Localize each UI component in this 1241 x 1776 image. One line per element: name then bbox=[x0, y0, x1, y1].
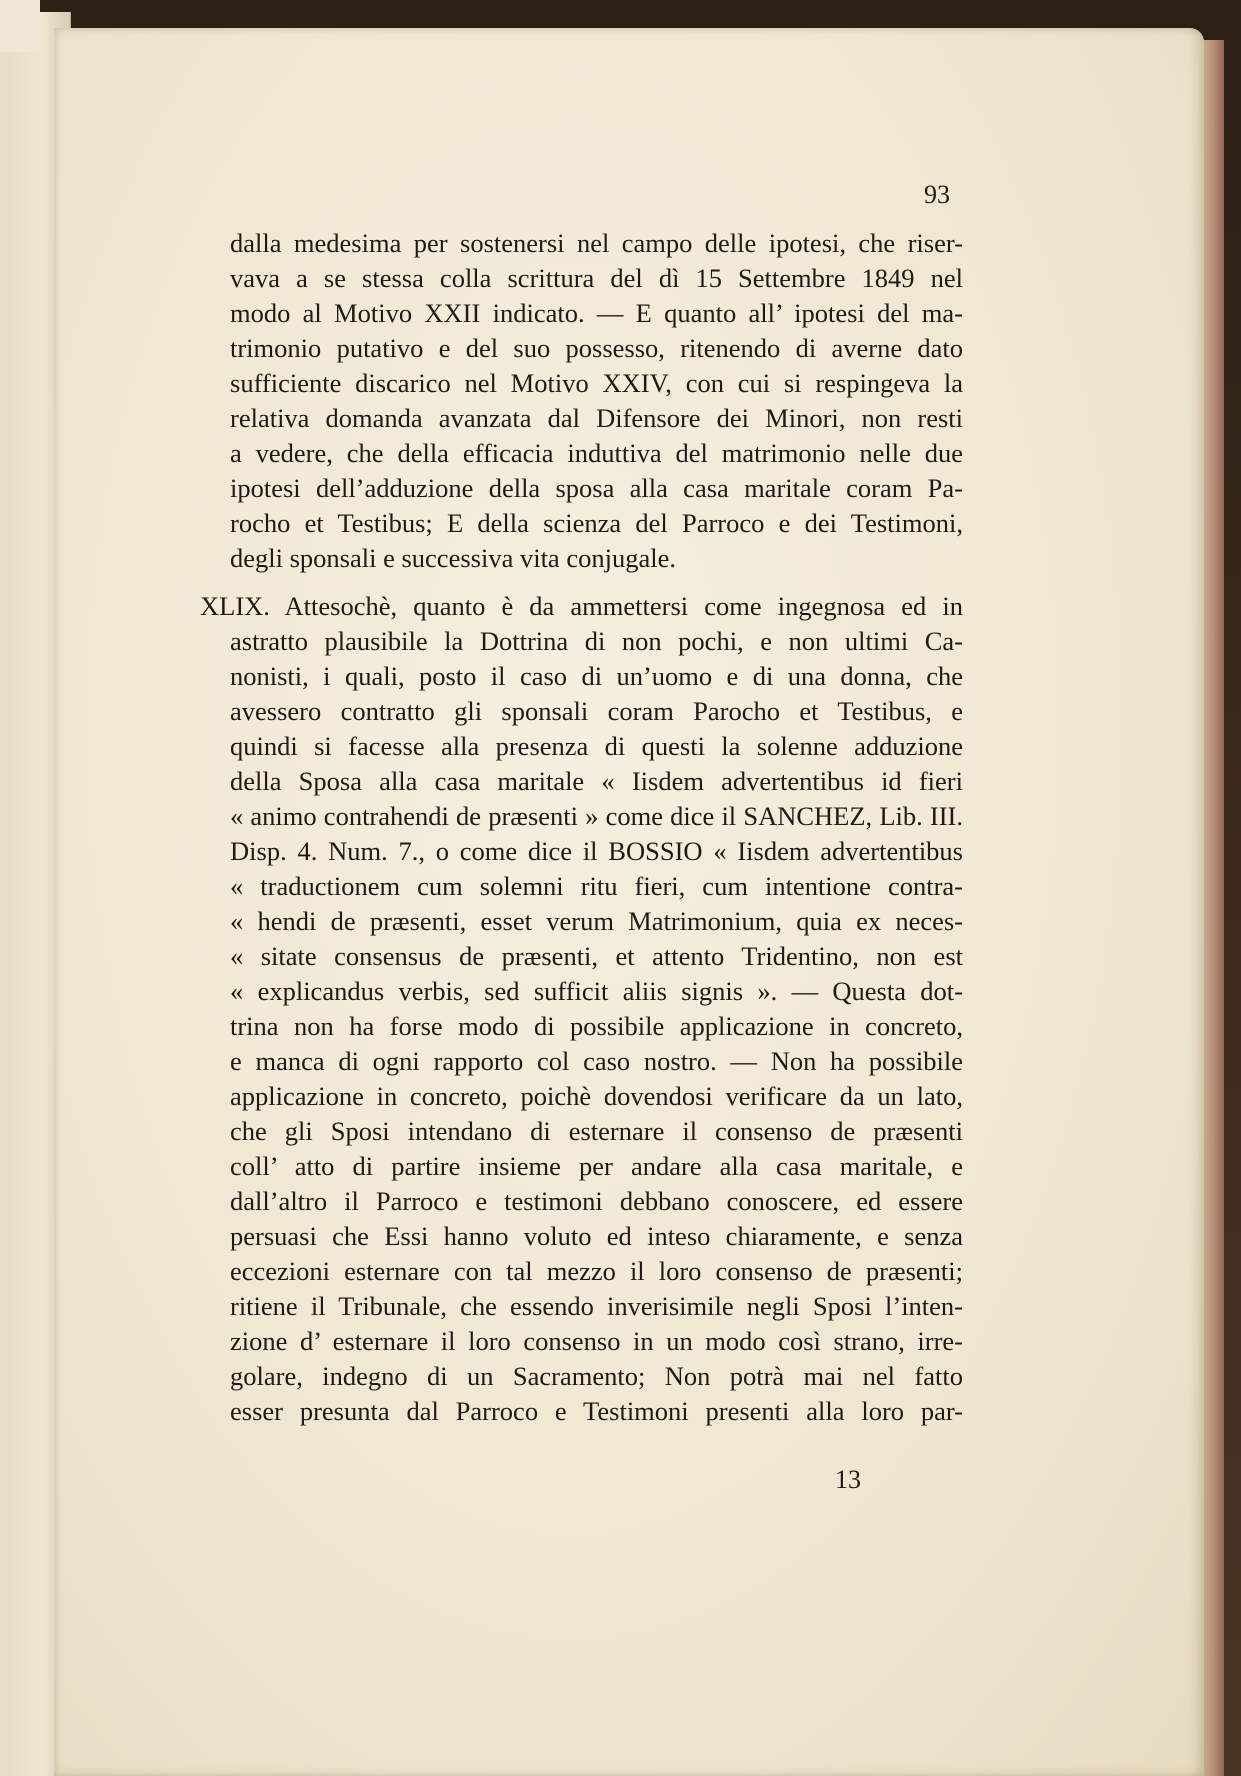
text-line: Disp. 4. Num. 7., o come dice il BOSSIO « Iisdem advertentibus bbox=[230, 836, 963, 866]
text-line: « hendi de præsenti, esset verum Matrimonium, quia ex neces- bbox=[230, 906, 963, 936]
text-line: nonisti, i quali, posto il caso di un’uomo e di una donna, che bbox=[230, 661, 963, 691]
text-line: degli sponsali e successiva vita conjugale. bbox=[230, 543, 676, 573]
text-line: quindi si facesse alla presenza di questi la solenne adduzione bbox=[230, 731, 963, 761]
text-line: della Sposa alla casa maritale « Iisdem advertentibus id fieri bbox=[230, 766, 963, 796]
text-line: eccezioni esternare con tal mezzo il loro consenso de præsenti; bbox=[230, 1256, 963, 1286]
signature-mark: 13 bbox=[835, 1465, 861, 1494]
text-line: « animo contrahendi de præsenti » come dice il SANCHEZ, Lib. III. bbox=[230, 801, 963, 831]
text-line: trina non ha forse modo di possibile applicazione in concreto, bbox=[230, 1011, 963, 1041]
text-line: zione d’ esternare il loro consenso in un modo così strano, irre- bbox=[230, 1326, 963, 1356]
text-line: e manca di ogni rapporto col caso nostro. — Non ha possibile bbox=[230, 1046, 963, 1076]
text-line: « traductionem cum solemni ritu fieri, cum intentione contra- bbox=[230, 871, 963, 901]
text-line: dalla medesima per sostenersi nel campo delle ipotesi, che riser- bbox=[230, 228, 963, 258]
paragraph-heading-line: XLIX. Attesochè, quanto è da ammettersi come ingegnosa ed in bbox=[200, 591, 963, 621]
text-line: avessero contratto gli sponsali coram Parocho et Testibus, e bbox=[230, 696, 963, 726]
text-line: dall’altro il Parroco e testimoni debbano conoscere, ed essere bbox=[230, 1186, 963, 1216]
text-line: rocho et Testibus; E della scienza del Parroco e dei Testimoni, bbox=[230, 508, 963, 538]
text-line: esser presunta dal Parroco e Testimoni presenti alla loro par- bbox=[230, 1396, 963, 1426]
text-line: applicazione in concreto, poichè dovendosi verificare da un lato, bbox=[230, 1081, 963, 1111]
text-line: « sitate consensus de præsenti, et attento Tridentino, non est bbox=[230, 941, 963, 971]
text-line: sufficiente discarico nel Motivo XXIV, con cui si respingeva la bbox=[230, 368, 963, 398]
text-line: modo al Motivo XXII indicato. — E quanto all’ ipotesi del ma- bbox=[230, 298, 963, 328]
text-line: a vedere, che della efficacia induttiva del matrimonio nelle due bbox=[230, 438, 963, 468]
text-line: che gli Sposi intendano di esternare il consenso de præsenti bbox=[230, 1116, 963, 1146]
text-line: astratto plausibile la Dottrina di non pochi, e non ultimi Ca- bbox=[230, 626, 963, 656]
text-line: « explicandus verbis, sed sufficit aliis signis ». — Questa dot- bbox=[230, 976, 963, 1006]
text-line: vava a se stessa colla scrittura del dì 15 Settembre 1849 nel bbox=[230, 263, 963, 293]
page-number: 93 bbox=[924, 180, 950, 209]
text-line: ritiene il Tribunale, che essendo inverisimile negli Sposi l’inten- bbox=[230, 1291, 963, 1321]
text-line: persuasi che Essi hanno voluto ed inteso chiaramente, e senza bbox=[230, 1221, 963, 1251]
text-line: trimonio putativo e del suo possesso, ritenendo di averne dato bbox=[230, 333, 963, 363]
text-line: ipotesi dell’adduzione della sposa alla casa maritale coram Pa- bbox=[230, 473, 963, 503]
text-line: relativa domanda avanzata dal Difensore dei Minori, non resti bbox=[230, 403, 963, 433]
text-line: golare, indegno di un Sacramento; Non potrà mai nel fatto bbox=[230, 1361, 963, 1391]
text-line: coll’ atto di partire insieme per andare alla casa maritale, e bbox=[230, 1151, 963, 1181]
